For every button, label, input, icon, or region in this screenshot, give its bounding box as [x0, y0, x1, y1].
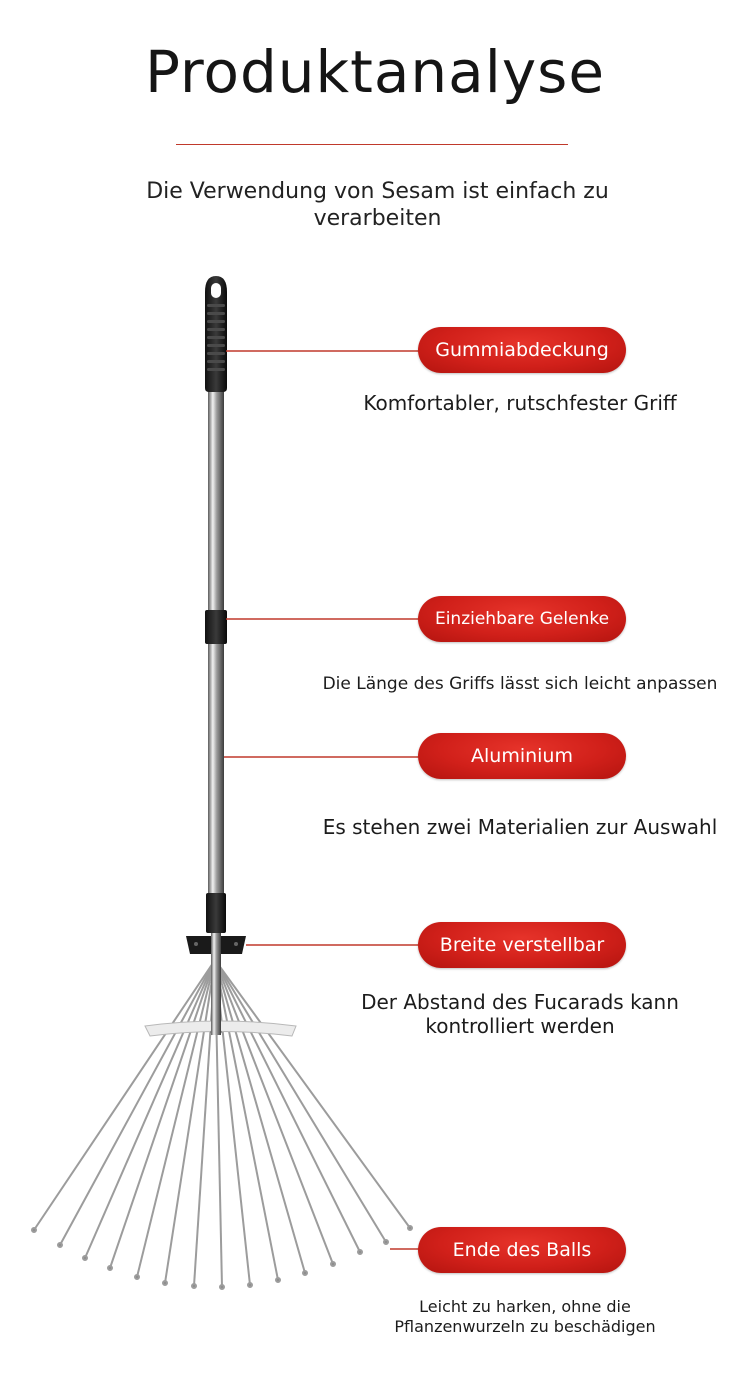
- feature-label-rubber-cover: Gummiabdeckung: [418, 327, 626, 373]
- feature-description-ball-end: Leicht zu harken, ohne die Pflanzenwurzeln zu beschädigen: [394, 1297, 656, 1336]
- upper-shaft: [208, 380, 224, 620]
- feature-description-retractable-joints: Die Länge des Griffs lässt sich leicht anpassen: [322, 674, 718, 694]
- bottom-collar: [206, 893, 226, 933]
- feature-description-rubber-cover: Komfortabler, rutschfester Griff: [363, 391, 677, 415]
- lower-shaft: [208, 640, 224, 900]
- feature-label-aluminium: Aluminium: [418, 733, 626, 779]
- telescopic-joint: [205, 610, 227, 644]
- feature-label-ball-end: Ende des Balls: [418, 1227, 626, 1273]
- feature-description-aluminium: Es stehen zwei Materialien zur Auswahl: [322, 815, 718, 839]
- page-title: Produktanalyse: [144, 38, 606, 106]
- feature-label-width-adjustable: Breite verstellbar: [418, 922, 626, 968]
- callout-lines: [224, 351, 420, 1249]
- feature-label-retractable-joints: Einziehbare Gelenke: [418, 596, 626, 642]
- page-subtitle: Die Verwendung von Sesam ist einfach zu verarbeiten: [146, 179, 609, 231]
- rake-tines: [32, 960, 412, 1289]
- feature-description-width-adjustable: Der Abstand des Fucarads kann kontrolliert werden: [361, 990, 679, 1038]
